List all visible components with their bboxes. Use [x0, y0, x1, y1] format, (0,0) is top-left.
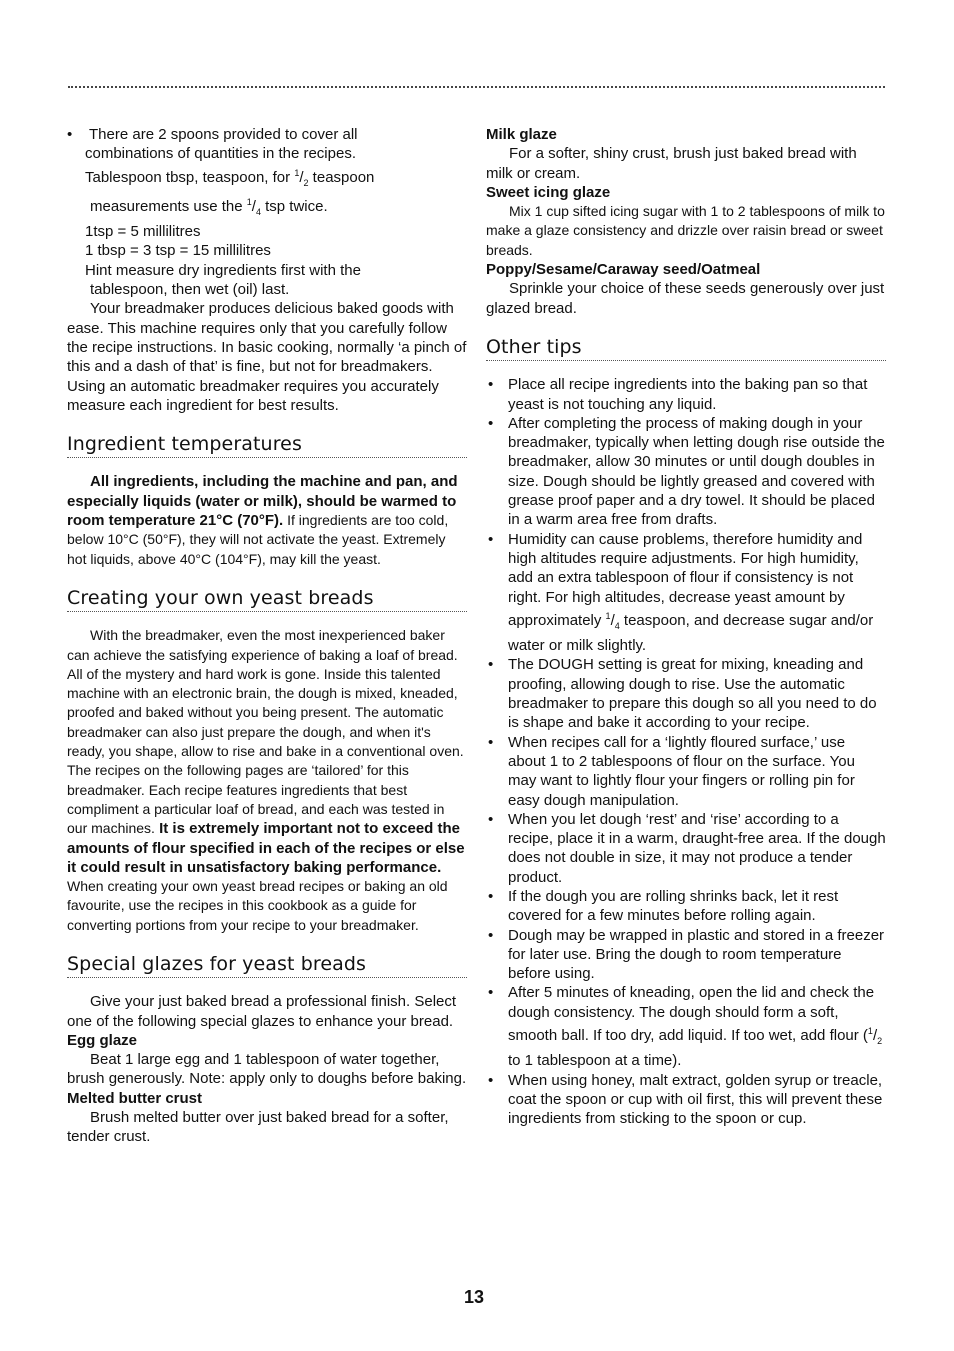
frac-den: 4: [255, 206, 261, 217]
temps-bold: All ingredients, including the machine and pan, and especially liquids (water or milk), should be warmed to room temperature 21°C (70°F).: [67, 473, 458, 530]
frac-num: 1: [605, 610, 611, 621]
humidity-text-b: teaspoon, and decrease sugar and/or water or milk slightly.: [508, 611, 874, 655]
butter-crust-text: Brush melted butter over just baked bread for a softer, tender crust.: [67, 1109, 449, 1146]
spoons-line-3a: Tablespoon tbsp, teaspoon, for: [85, 168, 295, 186]
humidity-text-a: Humidity can cause problems, therefore humidity and high altitudes require adjustments. For high humidity, add an extra tablespoon of flour if consistency is not right. For high altitudes, decrease yeast amount by approximately: [508, 530, 863, 629]
spoons-line-8: tablespoon, then wet (oil) last.: [90, 281, 290, 299]
tip-item: • If the dough you are rolling shrinks back, let it rest covered for a few minutes before rolling again.: [486, 887, 886, 926]
top-dotted-rule: [68, 86, 885, 88]
spoons-line-1: There are 2 spoons provided to cover all: [89, 126, 358, 143]
seed-glaze-title: Poppy/Sesame/Caraway seed/Oatmeal: [486, 261, 761, 279]
tip-item: • When recipes call for a ‘lightly floured surface,’ use about 1 to 2 tablespoons of flour on the surface. You may want to lightly flour your fingers or rolling pin for easy dough manipulation.: [486, 733, 886, 810]
tip-item: • After completing the process of making dough in your breadmaker, typically when letting dough rise outside the breadmaker, allow 30 minutes or until dough doubles in size. Dough should be lightly greased and covered with grease proof paper and a dry towel. It should be placed in a warm area free from drafts.: [486, 414, 886, 530]
icing-glaze-title: Sweet icing glaze: [486, 183, 611, 201]
creating-text-1: With the breadmaker, even the most inexperienced baker can achieve the satisfying experience of baking a loaf of bread. All of the mystery and hard work is gone. Inside this talented machine with an electronic brain, the dough is mixed, kneaded, proofed and baked without you being present. The automatic breadmaker can also just prepare the dough, and when it's ready, you shape, allow to rise and bake in a conventional oven. The recipes on the following pages are ‘tailored’ for this breadmaker. Each recipe features ingredients that best compliment a particular loaf of bread, and each was tested in our machines.: [67, 627, 464, 837]
creating-paragraph: [67, 626, 467, 935]
glazes-intro: Give your just baked bread a professional finish. Select one of the following special glazes to enhance your bread.: [67, 993, 457, 1030]
tip-item-humidity: • Humidity can cause problems, therefore humidity and high altitudes require adjustments. For high humidity, add an extra tablespoon of flour if consistency is not right. For high altitudes, decrease yeast amount by approximately $^1/_4$ teaspoon, and decrease sugar and/or water or milk slightly.: [486, 530, 886, 656]
frac-num: 1: [246, 196, 252, 207]
spoons-line-6: 1 tbsp = 3 tsp = 15 millilitres: [85, 242, 271, 260]
egg-glaze-title: Egg glaze: [67, 1031, 138, 1049]
heading-ingredient-temperatures: Ingredient temperatures: [67, 435, 467, 458]
temps-paragraph: [67, 472, 467, 568]
temps-rest: If ingredients are too cold, below 10°C (50°F), they will not activate the yeast. Extremely hot liquids, above 40°C (104°F), may kill the yeast.: [67, 512, 449, 567]
spoons-line-5: 1tsp = 5 millilitres: [85, 223, 201, 241]
tip-item: • The DOUGH setting is great for mixing, kneading and proofing, allowing dough to rise. Use the automatic breadmaker to prepare this dough so all you need to do is shape and bake it according to your recipe.: [486, 655, 886, 732]
knead-text-a: After 5 minutes of kneading, open the lid and check the dough consistency. The dough should form a soft, smooth ball. If too dry, add liquid. If too wet, add flour (: [508, 984, 875, 1045]
spoons-line-4b: tsp twice.: [260, 197, 328, 215]
butter-crust-title: Melted butter crust: [67, 1089, 203, 1107]
frac-den: 4: [614, 620, 620, 631]
page-number: 13: [464, 1287, 485, 1307]
creating-text-2: When creating your own yeast bread recipes or baking an old favourite, use the recipes in this cookbook as a guide for converting portions from your recipe to your breadmaker.: [67, 878, 448, 933]
spoons-line-2: combinations of quantities in the recipes.: [85, 145, 356, 163]
creating-bold: It is extremely important not to exceed the amounts of flour specified in each of the recipes or else it could result in unsatisfactory baking performance.: [67, 820, 465, 876]
seed-glaze-text: Sprinkle your choice of these seeds generously over just glazed bread.: [486, 280, 885, 317]
spoons-line-7: Hint measure dry ingredients first with the: [85, 261, 361, 279]
heading-other-tips: Other tips: [486, 338, 886, 361]
tip-item: • When using honey, malt extract, golden syrup or treacle, coat the spoon or cup with oil first, this will prevent these ingredients from sticking to the spoon or cup.: [486, 1071, 886, 1129]
egg-glaze-text: Beat 1 large egg and 1 tablespoon of water together, brush generously. Note: apply only to doughs before baking.: [67, 1051, 467, 1088]
milk-glaze-text: For a softer, shiny crust, brush just baked bread with milk or cream.: [486, 145, 857, 182]
left-column: [67, 125, 467, 1147]
frac-den: 2: [877, 1036, 883, 1047]
spoons-bullet: [67, 125, 467, 144]
heading-special-glazes: Special glazes for yeast breads: [67, 955, 467, 978]
intro-paragraph: Your breadmaker produces delicious baked goods with ease. This machine requires only that you carefully follow the recipe instructions. In basic cooking, normally ‘a pinch of this and a dash of that’ is fine, but not for breadmakers. Using an automatic breadmaker requires you accurately measure each ingredient for best results.: [67, 300, 467, 414]
icing-glaze-text: Mix 1 cup sifted icing sugar with 1 to 2 tablespoons of milk to make a glaze consistency and drizzle over raisin bread or sweet breads.: [486, 203, 885, 258]
spoons-line-4a: measurements use the: [90, 197, 247, 215]
frac-num: 1: [867, 1026, 873, 1037]
tip-item: • Place all recipe ingredients into the baking pan so that yeast is not touching any liquid.: [486, 375, 886, 414]
frac-den: 2: [303, 177, 309, 188]
spoons-line-3: Tablespoon tbsp, teaspoon, for $^1/_2$ teaspoon: [85, 167, 375, 188]
heading-creating-yeast-breads: Creating your own yeast breads: [67, 589, 467, 612]
tip-item: • When you let dough ‘rest’ and ‘rise’ according to a recipe, place it in a warm, draught-free area. If the dough does not double in size, it may not produce a tender product.: [486, 810, 886, 887]
right-column: [486, 125, 886, 1129]
knead-text-b: to 1 tablespoon at a time).: [508, 1052, 682, 1070]
tip-item: • Dough may be wrapped in plastic and stored in a freezer for later use. Bring the dough to room temperature before using.: [486, 926, 886, 984]
spoons-line-4: measurements use the $^1/_4$ tsp twice.: [90, 196, 328, 217]
tip-item-kneading: • After 5 minutes of kneading, open the lid and check the dough consistency. The dough should form a soft, smooth ball. If too dry, add liquid. If too wet, add flour ($^1/_2$ to 1 tablespoon at a time).: [486, 983, 886, 1070]
milk-glaze-title: Milk glaze: [486, 126, 557, 143]
spoons-line-3b: teaspoon: [308, 168, 375, 186]
frac-num: 1: [294, 167, 300, 178]
